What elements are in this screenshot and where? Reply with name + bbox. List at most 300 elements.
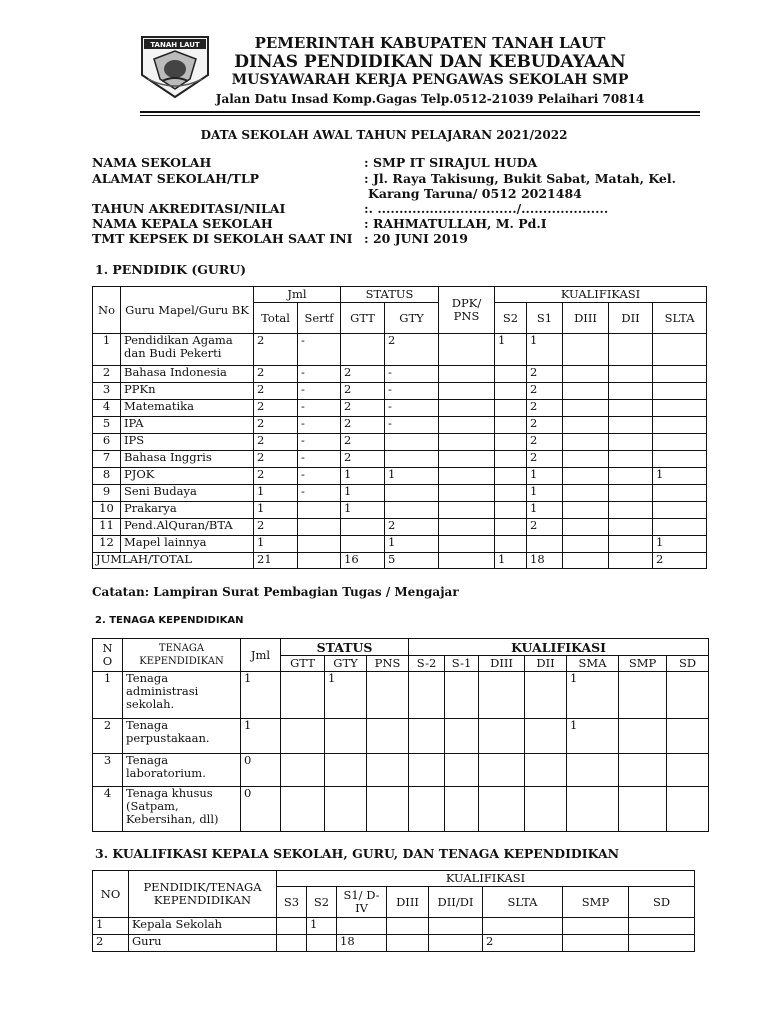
total-cell: 5: [385, 553, 439, 569]
table-cell: 2: [254, 417, 298, 434]
table-cell: [479, 787, 525, 832]
table-cell: [387, 918, 429, 935]
table-cell: [387, 935, 429, 952]
table-cell: Matematika: [121, 400, 254, 417]
table-cell: 3: [93, 754, 123, 787]
table-cell: [445, 787, 479, 832]
table-row: [93, 383, 707, 400]
total-cell: 18: [527, 553, 563, 569]
table-cell: [495, 519, 527, 536]
table-cell: [298, 536, 341, 553]
table-cell: 1: [254, 485, 298, 502]
table-cell: Guru: [129, 935, 277, 952]
col-no: NO: [93, 871, 129, 918]
table-cell: [439, 519, 495, 536]
table-cell: [281, 787, 325, 832]
col-sd: SD: [629, 887, 695, 918]
table-cell: [563, 334, 609, 366]
table-cell: 2: [341, 366, 385, 383]
col-gty: GTY: [385, 303, 439, 334]
col-pns: PNS: [367, 656, 409, 672]
table-cell: 1: [653, 468, 707, 485]
table-cell: 1: [93, 918, 129, 935]
table-cell: [563, 918, 629, 935]
tanah-laut-emblem: [140, 35, 210, 99]
table-cell: [409, 787, 445, 832]
table-cell: [527, 536, 563, 553]
col-s2: S-2: [409, 656, 445, 672]
table-cell: 1: [341, 502, 385, 519]
table-cell: 6: [93, 434, 121, 451]
table-cell: 2: [527, 400, 563, 417]
table-row: [93, 468, 707, 485]
table-cell: -: [385, 400, 439, 417]
table-cell: [495, 451, 527, 468]
col-diii: DIII: [479, 656, 525, 672]
table-cell: -: [298, 383, 341, 400]
table-cell: [385, 451, 439, 468]
table-row: [93, 754, 709, 787]
table-cell: 1: [567, 719, 619, 754]
table-cell: [563, 468, 609, 485]
table-cell: [667, 672, 709, 719]
table-cell: [525, 754, 567, 787]
table-cell: -: [298, 451, 341, 468]
table-cell: [563, 519, 609, 536]
table-cell: -: [298, 468, 341, 485]
table-cell: 1: [653, 536, 707, 553]
table-cell: 1: [93, 672, 123, 719]
table-cell: [619, 754, 667, 787]
table-cell: [653, 417, 707, 434]
table-cell: PJOK: [121, 468, 254, 485]
col-s1-div: S1/ D-IV: [337, 887, 387, 918]
table-cell: [495, 366, 527, 383]
table-cell: 18: [337, 935, 387, 952]
total-label: JUMLAH/TOTAL: [93, 553, 254, 569]
table-cell: 1: [385, 536, 439, 553]
table-cell: [409, 719, 445, 754]
table-cell: -: [298, 366, 341, 383]
table-cell: Pend.AlQuran/BTA: [121, 519, 254, 536]
info-label-kepala: NAMA KEPALA SEKOLAH: [92, 216, 273, 231]
table-cell: -: [385, 366, 439, 383]
table-cell: 2: [527, 434, 563, 451]
table-cell: [439, 334, 495, 366]
table-cell: [525, 787, 567, 832]
table-cell: Bahasa Inggris: [121, 451, 254, 468]
header-rule-thin: [140, 115, 700, 116]
table-cell: [563, 536, 609, 553]
table-cell: [337, 918, 387, 935]
col-sma: SMA: [567, 656, 619, 672]
info-label-tmt: TMT KEPSEK DI SEKOLAH SAAT INI: [92, 231, 353, 246]
table-cell: 2: [254, 451, 298, 468]
table-cell: [563, 400, 609, 417]
table-cell: [667, 754, 709, 787]
table-cell: [609, 366, 653, 383]
info-value-tmt: : 20 JUNI 2019: [364, 231, 468, 246]
note-text: Catatan: Lampiran Surat Pembagian Tugas / Mengajar: [92, 585, 459, 599]
table-cell: Mapel lainnya: [121, 536, 254, 553]
table-cell: [629, 935, 695, 952]
table-cell: 2: [341, 383, 385, 400]
col-dii: DII: [525, 656, 567, 672]
total-cell: 1: [495, 553, 527, 569]
table-cell: [619, 719, 667, 754]
table-cell: [439, 502, 495, 519]
col-dii: DII: [609, 303, 653, 334]
table-cell: [439, 366, 495, 383]
table-cell: [479, 754, 525, 787]
table-cell: [385, 502, 439, 519]
col-kualifikasi: KUALIFIKASI: [495, 287, 707, 303]
col-s2: S2: [495, 303, 527, 334]
table-cell: 1: [495, 334, 527, 366]
document-title: DATA SEKOLAH AWAL TAHUN PELAJARAN 2021/2022: [200, 128, 568, 142]
table-cell: 1: [254, 502, 298, 519]
table-cell: 2: [527, 451, 563, 468]
col-gty: GTY: [325, 656, 367, 672]
header-rule-thick: [140, 111, 700, 113]
table-row: [93, 502, 707, 519]
total-cell: 16: [341, 553, 385, 569]
col-diii: DIII: [563, 303, 609, 334]
table-cell: Tenaga khusus (Satpam, Kebersihan, dll): [123, 787, 241, 832]
table-cell: [385, 485, 439, 502]
table-cell: -: [298, 417, 341, 434]
table-cell: 1: [567, 672, 619, 719]
table-cell: 9: [93, 485, 121, 502]
table-cell: [277, 918, 307, 935]
table-cell: 2: [93, 719, 123, 754]
table-cell: [609, 502, 653, 519]
table-cell: 2: [254, 383, 298, 400]
table-cell: -: [385, 417, 439, 434]
info-value-kepala: : RAHMATULLAH, M. Pd.I: [364, 216, 547, 231]
table-row: [93, 719, 709, 754]
table-cell: [563, 935, 629, 952]
table-cell: [525, 719, 567, 754]
table-cell: [609, 417, 653, 434]
total-cell: [609, 553, 653, 569]
col-sertf: Sertf: [298, 303, 341, 334]
kualifikasi-table: [92, 870, 695, 952]
table-cell: [341, 519, 385, 536]
table-cell: [445, 672, 479, 719]
table-cell: [445, 719, 479, 754]
table-cell: [341, 536, 385, 553]
info-label-akreditasi: TAHUN AKREDITASI/NILAI: [92, 201, 286, 216]
table-cell: [495, 417, 527, 434]
table-cell: PPKn: [121, 383, 254, 400]
table-cell: [495, 468, 527, 485]
table-cell: [667, 787, 709, 832]
table-cell: Tenaga administrasi sekolah.: [123, 672, 241, 719]
table-cell: [563, 366, 609, 383]
col-tenaga: TENAGA KEPENDIDIKAN: [123, 639, 241, 672]
table-cell: [439, 468, 495, 485]
table-cell: IPA: [121, 417, 254, 434]
table-cell: 0: [241, 787, 281, 832]
table-cell: [281, 672, 325, 719]
table-cell: [563, 502, 609, 519]
table-cell: Prakarya: [121, 502, 254, 519]
col-gtt: GTT: [281, 656, 325, 672]
table-cell: 1: [527, 468, 563, 485]
col-s1: S-1: [445, 656, 479, 672]
col-no: N O: [93, 639, 123, 672]
table-cell: [563, 434, 609, 451]
col-s1: S1: [527, 303, 563, 334]
table-cell: [653, 400, 707, 417]
section-3-title: 3. KUALIFIKASI KEPALA SEKOLAH, GURU, DAN TENAGA KEPENDIDIKAN: [95, 846, 620, 861]
table-cell: [563, 417, 609, 434]
total-cell: [298, 553, 341, 569]
col-smp: SMP: [619, 656, 667, 672]
table-cell: [479, 719, 525, 754]
table-cell: [385, 434, 439, 451]
col-diii: DIII: [387, 887, 429, 918]
table-row: [93, 451, 707, 468]
info-value-alamat: : Jl. Raya Takisung, Bukit Sabat, Matah, Kel.: [364, 171, 676, 186]
table-cell: 2: [527, 383, 563, 400]
header-line-3: MUSYAWARAH KERJA PENGAWAS SEKOLAH SMP: [231, 72, 629, 88]
table-cell: 2: [527, 366, 563, 383]
table-cell: [367, 754, 409, 787]
section-1-title: 1. PENDIDIK (GURU): [95, 262, 247, 277]
table-cell: [567, 787, 619, 832]
table-cell: [653, 485, 707, 502]
table-cell: [439, 417, 495, 434]
table-cell: [325, 719, 367, 754]
table-cell: [367, 719, 409, 754]
total-cell: 2: [653, 553, 707, 569]
table-cell: [653, 519, 707, 536]
table-cell: [298, 502, 341, 519]
table-cell: [367, 672, 409, 719]
header-address: Jalan Datu Insad Komp.Gagas Telp.0512-21039 Pelaihari 70814: [215, 92, 645, 106]
col-jml: Jml: [241, 639, 281, 672]
table-cell: [495, 536, 527, 553]
logo-text: TANAH LAUT: [150, 41, 200, 49]
table-row: [93, 417, 707, 434]
table-cell: 3: [93, 383, 121, 400]
table-row: [93, 519, 707, 536]
table-cell: [619, 787, 667, 832]
col-kualifikasi: KUALIFIKASI: [277, 871, 695, 887]
table-cell: 2: [254, 434, 298, 451]
table-cell: [653, 434, 707, 451]
table-cell: 2: [254, 468, 298, 485]
table-cell: [619, 672, 667, 719]
col-s2: S2: [307, 887, 337, 918]
table-row: [93, 366, 707, 383]
table-cell: 1: [341, 485, 385, 502]
info-label-nama-sekolah: NAMA SEKOLAH: [92, 155, 212, 170]
table-cell: [307, 935, 337, 952]
table-cell: 1: [307, 918, 337, 935]
table-cell: 1: [325, 672, 367, 719]
table-cell: 2: [93, 366, 121, 383]
table-cell: [495, 400, 527, 417]
col-gtt: GTT: [341, 303, 385, 334]
col-no: No: [93, 287, 121, 334]
col-jml: Jml: [254, 287, 341, 303]
table-cell: [439, 485, 495, 502]
table-row: [93, 334, 707, 366]
table-cell: 1: [93, 334, 121, 366]
col-status: STATUS: [281, 639, 409, 656]
table-cell: [409, 754, 445, 787]
table-row: [93, 918, 695, 935]
col-kualifikasi: KUALIFIKASI: [409, 639, 709, 656]
table-cell: 7: [93, 451, 121, 468]
table-cell: 2: [385, 334, 439, 366]
table-cell: [281, 719, 325, 754]
table-cell: [495, 485, 527, 502]
col-dii-di: DII/DI: [429, 887, 483, 918]
table-cell: 2: [385, 519, 439, 536]
table-cell: 2: [341, 400, 385, 417]
table-cell: [653, 366, 707, 383]
table-cell: [609, 485, 653, 502]
table-cell: 2: [254, 400, 298, 417]
table-cell: 5: [93, 417, 121, 434]
table-cell: 2: [254, 366, 298, 383]
table-cell: [445, 754, 479, 787]
table-cell: [495, 434, 527, 451]
table-cell: 4: [93, 787, 123, 832]
table-cell: [609, 468, 653, 485]
col-s3: S3: [277, 887, 307, 918]
table-cell: [325, 787, 367, 832]
table-cell: 1: [527, 334, 563, 366]
col-slta: SLTA: [653, 303, 707, 334]
col-mapel: Guru Mapel/Guru BK: [121, 287, 254, 334]
table-cell: [439, 451, 495, 468]
table-cell: Pendidikan Agama dan Budi Pekerti: [121, 334, 254, 366]
table-cell: [483, 918, 563, 935]
table-cell: -: [298, 334, 341, 366]
table-cell: [563, 383, 609, 400]
table-cell: [653, 383, 707, 400]
tenaga-kependidikan-table: [92, 638, 709, 832]
table-cell: 2: [527, 519, 563, 536]
table-cell: IPS: [121, 434, 254, 451]
table-cell: 0: [241, 754, 281, 787]
table-cell: 2: [527, 417, 563, 434]
table-cell: 2: [254, 519, 298, 536]
table-cell: 1: [241, 672, 281, 719]
header-line-2: DINAS PENDIDIKAN DAN KEBUDAYAAN: [234, 52, 626, 72]
table-cell: [495, 383, 527, 400]
total-cell: [439, 553, 495, 569]
section-2-title: 2. TENAGA KEPENDIDIKAN: [95, 615, 244, 626]
table-cell: Seni Budaya: [121, 485, 254, 502]
table-cell: [609, 536, 653, 553]
table-cell: [439, 536, 495, 553]
col-status: STATUS: [341, 287, 439, 303]
table-cell: -: [298, 485, 341, 502]
table-cell: [609, 383, 653, 400]
table-cell: [439, 383, 495, 400]
info-value-nama-sekolah: : SMP IT SIRAJUL HUDA: [364, 155, 538, 170]
col-smp: SMP: [563, 887, 629, 918]
table-cell: 12: [93, 536, 121, 553]
col-dpk-pns: DPK/ PNS: [439, 287, 495, 334]
table-cell: [653, 451, 707, 468]
table-row: [93, 536, 707, 553]
table-row: [93, 935, 695, 952]
table-cell: [495, 502, 527, 519]
table-cell: 2: [341, 451, 385, 468]
table-cell: 1: [341, 468, 385, 485]
table-cell: [298, 519, 341, 536]
table-total-row: [93, 553, 707, 569]
table-cell: Tenaga laboratorium.: [123, 754, 241, 787]
col-sd: SD: [667, 656, 709, 672]
table-cell: [609, 434, 653, 451]
table-cell: 2: [254, 334, 298, 366]
table-cell: Kepala Sekolah: [129, 918, 277, 935]
table-cell: Tenaga perpustakaan.: [123, 719, 241, 754]
total-cell: [563, 553, 609, 569]
table-cell: [563, 451, 609, 468]
table-cell: [439, 400, 495, 417]
total-cell: 21: [254, 553, 298, 569]
table-row: [93, 485, 707, 502]
table-cell: 1: [527, 502, 563, 519]
table-cell: [609, 451, 653, 468]
table-row: [93, 787, 709, 832]
table-cell: 2: [93, 935, 129, 952]
table-row: [93, 672, 709, 719]
table-cell: -: [298, 434, 341, 451]
table-cell: [609, 334, 653, 366]
table-cell: [409, 672, 445, 719]
table-cell: 2: [341, 434, 385, 451]
table-cell: [367, 787, 409, 832]
table-cell: [525, 672, 567, 719]
table-cell: 10: [93, 502, 121, 519]
col-slta: SLTA: [483, 887, 563, 918]
table-cell: [629, 918, 695, 935]
table-cell: 2: [483, 935, 563, 952]
table-cell: -: [298, 400, 341, 417]
table-cell: 1: [385, 468, 439, 485]
table-cell: -: [385, 383, 439, 400]
table-cell: [609, 519, 653, 536]
table-cell: [429, 935, 483, 952]
info-value-alamat-cont: Karang Taruna/ 0512 2021484: [368, 186, 582, 201]
table-cell: Bahasa Indonesia: [121, 366, 254, 383]
table-cell: [429, 918, 483, 935]
table-cell: 2: [341, 417, 385, 434]
table-cell: 4: [93, 400, 121, 417]
col-pendidik: PENDIDIK/TENAGA KEPENDIDIKAN: [129, 871, 277, 918]
info-value-akreditasi: :. ................................/....................: [364, 201, 609, 216]
table-cell: [479, 672, 525, 719]
col-total: Total: [254, 303, 298, 334]
table-cell: [325, 754, 367, 787]
info-label-alamat: ALAMAT SEKOLAH/TLP: [92, 171, 260, 186]
table-cell: [653, 502, 707, 519]
header-line-1: PEMERINTAH KABUPATEN TANAH LAUT: [254, 34, 606, 52]
pendidik-table: [92, 286, 707, 569]
table-cell: 1: [527, 485, 563, 502]
table-cell: 1: [254, 536, 298, 553]
